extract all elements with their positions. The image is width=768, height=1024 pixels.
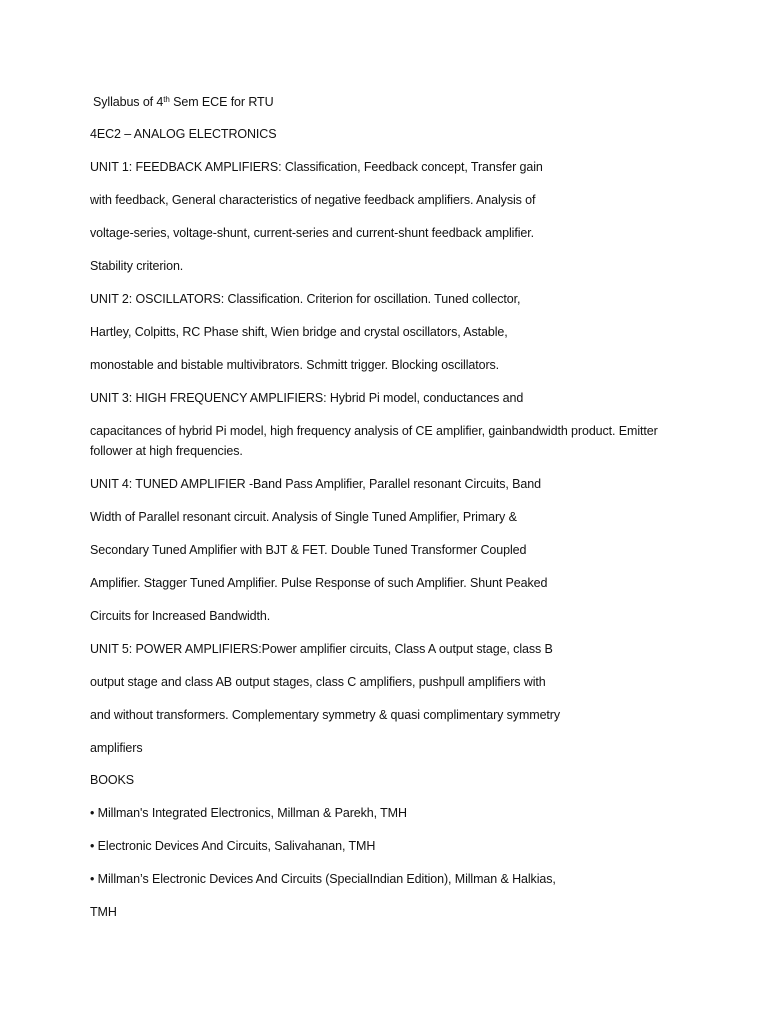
text-line: Secondary Tuned Amplifier with BJT & FET. Double Tuned Transformer Coupled xyxy=(90,543,527,557)
title-prefix: Syllabus of 4 xyxy=(93,95,164,109)
text-line: voltage-series, voltage-shunt, current-series and current-shunt feedback amplifier. xyxy=(90,226,535,240)
unit5-heading-line: UNIT 5: POWER AMPLIFIERS:Power amplifier circuits, Class A output stage, class B xyxy=(90,642,553,656)
text-paragraph: capacitances of hybrid Pi model, high frequency analysis of CE amplifier, gainbandwidth product. Emitter follower at high frequencies. xyxy=(90,424,658,458)
text-line: with feedback, General characteristics of negative feedback amplifiers. Analysis of xyxy=(90,193,536,207)
text-line: output stage and class AB output stages, class C amplifiers, pushpull amplifiers with xyxy=(90,675,546,689)
text-line: amplifiers xyxy=(90,741,143,755)
books-heading: BOOKS xyxy=(90,773,134,787)
text-line: and without transformers. Complementary symmetry & quasi complimentary symmetry xyxy=(90,708,561,722)
text-line: Amplifier. Stagger Tuned Amplifier. Pulse Response of such Amplifier. Shunt Peaked xyxy=(90,576,548,590)
title-superscript: th xyxy=(163,95,170,104)
book-list-item-continued: TMH xyxy=(90,905,117,919)
unit3-heading-line: UNIT 3: HIGH FREQUENCY AMPLIFIERS: Hybrid Pi model, conductances and xyxy=(90,391,524,405)
text-line: Stability criterion. xyxy=(90,259,184,273)
book-list-item: • Electronic Devices And Circuits, Salivahanan, TMH xyxy=(90,839,376,853)
text-line: Hartley, Colpitts, RC Phase shift, Wien bridge and crystal oscillators, Astable, xyxy=(90,325,508,339)
text-line: Width of Parallel resonant circuit. Analysis of Single Tuned Amplifier, Primary & xyxy=(90,510,517,524)
subject-heading: 4EC2 – ANALOG ELECTRONICS xyxy=(90,127,277,141)
unit4-heading-line: UNIT 4: TUNED AMPLIFIER -Band Pass Amplifier, Parallel resonant Circuits, Band xyxy=(90,477,541,491)
book-list-item: • Millman’s Electronic Devices And Circuits (SpecialIndian Edition), Millman & Halkias, xyxy=(90,872,556,886)
unit1-heading-line: UNIT 1: FEEDBACK AMPLIFIERS: Classification, Feedback concept, Transfer gain xyxy=(90,160,543,174)
text-line: monostable and bistable multivibrators. Schmitt trigger. Blocking oscillators. xyxy=(90,358,500,372)
book-list-item: • Millman's Integrated Electronics, Millman & Parekh, TMH xyxy=(90,806,407,820)
unit2-heading-line: UNIT 2: OSCILLATORS: Classification. Criterion for oscillation. Tuned collector, xyxy=(90,292,521,306)
text-line: Circuits for Increased Bandwidth. xyxy=(90,609,271,623)
title-suffix: Sem ECE for RTU xyxy=(169,95,274,109)
document-title xyxy=(93,95,274,110)
